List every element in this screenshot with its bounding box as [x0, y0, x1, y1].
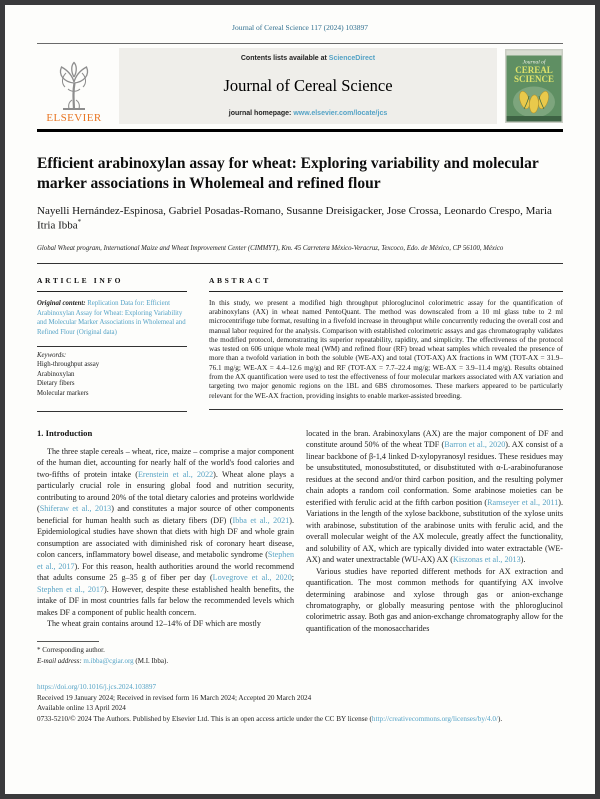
sciencedirect-link[interactable]: ScienceDirect	[328, 55, 376, 62]
received-dates: Received 19 January 2024; Received in revised form 16 March 2024; Accepted 20 March 2024	[37, 693, 312, 702]
contents-prefix: Contents lists available at	[240, 55, 329, 62]
abstract-text: In this study, we present a modified high throughput phloroglucinol colorimetric assay for the quantification of arabinoxylans (AX) in wheat named PentoQuant. The method was downscaled from a 10 ml glass tube to 2 ml microcentrifuge tube format, resulting in a fivefold increase in throughput while concurrently reducing the overall cost and manual labor required for the analysis. Comparison with established colorimetric assays and gas chromatography validates the modified protocol, demonstrating its superior repeatability, rapidity, and simplicity. The effectiveness of the protocol was tested on 606 unique whole meal (WM) and refined flour (RF) bread wheat samples which revealed the presence of more than a twofold variation in both the soluble (WE-AX) and total (TOT-AX) AX fractions in WM (TOT-AX = 31.9–76.1 mg/g; WE-AX = 4.4–12.6 mg/g) and RF (TOT-AX = 7.7–22.4 mg/g; WE-AX = 3.9–11.4 mg/g). Results obtained from the AX quantification were used to test the effectiveness of four molecular markers associated with AX variation and targeting two major genomic regions on the 1BL and 6BS chromosomes. These markers appeared to be particularly relevant for the WE-AX fraction, providing insights to enable marker-assisted breeding.	[209, 298, 563, 400]
body-left-column	[37, 428, 294, 667]
footnote-rule	[37, 641, 99, 642]
article-info-rule	[37, 291, 187, 292]
journal-cover-thumbnail[interactable]	[505, 48, 563, 124]
copyright-line	[37, 714, 563, 724]
email-label: E-mail address:	[37, 656, 84, 665]
journal-homepage-link[interactable]: www.elsevier.com/locate/jcs	[293, 110, 388, 117]
abstract-rule	[209, 291, 563, 292]
citation-link[interactable]: Shiferaw et al., 2013	[39, 504, 112, 514]
citation-link[interactable]: Stephen et al., 2017	[37, 584, 105, 594]
info-abstract-section	[37, 264, 563, 412]
title-block	[37, 154, 563, 254]
keyword-item: Molecular markers	[37, 390, 89, 398]
cover-science: SCIENCE	[513, 74, 555, 84]
homepage-prefix: journal homepage:	[228, 110, 294, 117]
journal-title: Journal of Cereal Science	[223, 76, 393, 95]
citation-link[interactable]: Barron et al., 2020	[444, 440, 506, 450]
intro-paragraph: Various studies have reported different methods for AX extraction and quantification. The most common methods for quantifying AX involve determining arabinose and xylose through gas or anion-exchange chromatography, or globally measuring pentose with the phloroglucinol colorimetric assay. Both gas and anion-exchange chromatography allow for the quantification of the monosaccharides	[306, 566, 563, 633]
corresponding-author-note: * Corresponding author.	[37, 646, 105, 655]
original-content	[37, 299, 187, 338]
article-footer	[37, 682, 563, 724]
license-link[interactable]: http://creativecommons.org/licenses/by/4.0/	[371, 714, 498, 723]
doi-link[interactable]: https://doi.org/10.1016/j.jcs.2024.103897	[37, 683, 157, 692]
running-head: Journal of Cereal Science 117 (2024) 103897	[232, 23, 368, 32]
cover-cereal: CEREAL	[515, 65, 553, 75]
section-heading-introduction: 1. Introduction	[37, 427, 93, 438]
elsevier-tree-icon	[48, 61, 100, 111]
journal-banner	[37, 43, 563, 132]
citation-link[interactable]: Ramseyer et al., 2011	[487, 497, 559, 507]
citation-link[interactable]: Ibba et al., 2021	[232, 515, 290, 525]
intro-paragraph: The wheat grain contains around 12–14% of DF which are mostly	[47, 619, 261, 628]
body-right-column	[306, 428, 563, 667]
article-info-column	[37, 276, 187, 412]
contents-line	[127, 55, 489, 62]
email-suffix: (M.I. Ibba).	[133, 656, 169, 665]
corresponding-author-mark: *	[77, 218, 82, 227]
keywords-divider	[37, 346, 187, 347]
keyword-item: High-throughput assay	[37, 361, 100, 369]
email-line	[37, 656, 294, 667]
intro-paragraph: The three staple cereals – wheat, rice, maize – comprise a major component of the human diet, accounting for nearly half of the world's food calories and two-fifths of protein intake (Erenstein et al., 2022). Wheat alone plays a particularly crucial role in ensuring global food and nutrition security, contributing to around 20% of the total dietary calories and proteins worldwide (Shiferaw et al., 2013) and constitutes a major source of other components beneficial for human health such as dietary fibers (DF) (Ibba et al., 2021). Epidemiological studies have shown that diets with high DF and whole grain consumption are associated with diminished risk of coronary heart disease, colon cancers, inflammatory bowel disease, and metabolic syndrome (Stephen et al., 2017). For this reason, health authorities around the world recommend that adults consume 25 g–35 g of fiber per day (Lovegrove et al., 2020; Stephen et al., 2017). However, despite these established health benefits, the intake of DF in most countries falls far below the recommended levels which makes DF a component of public health concern.	[37, 446, 295, 617]
article-body	[37, 428, 563, 667]
authors-names: Nayelli Hernández-Espinosa, Gabriel Posadas-Romano, Susanne Dreisigacker, Jose Crossa, Leonardo Crespo, Maria Itria Ibba	[37, 205, 552, 232]
authors-line	[37, 204, 563, 233]
copyright-suffix: ).	[497, 714, 503, 723]
copyright-text: 0733-5210/© 2024 The Authors. Published by Elsevier Ltd. This is an open access article under the CC BY license (	[37, 714, 372, 723]
citation-link[interactable]: Erenstein et al., 2022	[137, 469, 214, 479]
journal-masthead	[119, 48, 497, 124]
elsevier-logo[interactable]	[37, 48, 111, 124]
elsevier-wordmark: ELSEVIER	[46, 112, 102, 124]
citation-link[interactable]: Stephen et al., 2017	[37, 550, 294, 571]
article-title: Efficient arabinoxylan assay for wheat: Exploring variability and molecular marker associations in Wholemeal and refined flour	[37, 155, 539, 192]
available-online: Available online 13 April 2024	[37, 704, 126, 713]
abstract-column	[209, 276, 563, 410]
intro-paragraph: located in the bran. Arabinoxylans (AX) are the major component of DF and constitute around 50% of the wheat TDF (Barron et al., 2020). AX consist of a linear backbone of β-1,4 linked D-xylopyranosyl residues. These residues may be unsubstituted, monosubstituted, or disubstituted with α-L-arabinofuranose residues at the second and/or third carbon position, and the resulting polymer chain adopts a random coil conformation. Some arabinose moieties can be esterified with ferulic acid at the fifth carbon position (Ramseyer et al., 2011). Variations in the length of the xylose backbone, substitution of the xylose units with arabinose, substitution of the arabinose units with ferulic acid, and the overall molecular weight of the AX molecule, greatly affect the functionality, and solubility of AX, which are typically divided into water extractable (WE-AX) and water unextractable (WU-AX) AX (Kiszonas et al., 2013).	[306, 428, 564, 565]
keywords-label: Keywords:	[37, 352, 67, 360]
keyword-item: Dietary fibers	[37, 380, 75, 388]
cover-journal-of: Journal of	[522, 59, 546, 66]
affiliation: Global Wheat program, International Maize and Wheat Improvement Center (CIMMYT), Km. 45 Carretera México-Veracruz, Texcoco, Edo. de México, CP 56100, México	[37, 245, 504, 253]
keyword-item: Arabinoxylan	[37, 370, 75, 378]
article-info-heading: ARTICLE INFO	[37, 275, 124, 285]
citation-link[interactable]: Lovegrove et al., 2020	[212, 573, 292, 583]
abstract-heading: ABSTRACT	[209, 275, 271, 285]
homepage-line	[127, 110, 489, 117]
original-content-label: Original content:	[37, 299, 88, 307]
citation-link[interactable]: Kiszonas et al., 2013	[452, 555, 521, 565]
footnote	[37, 641, 294, 666]
original-data-link[interactable]: Replication Data for: Efficient Arabinoxylan Assay for Wheat: Exploring Variability and Molecular Marker Associations in Wholemeal and Refined Flour (Original data)	[37, 299, 186, 337]
email-link[interactable]: m.ibba@cgiar.org	[83, 656, 134, 665]
